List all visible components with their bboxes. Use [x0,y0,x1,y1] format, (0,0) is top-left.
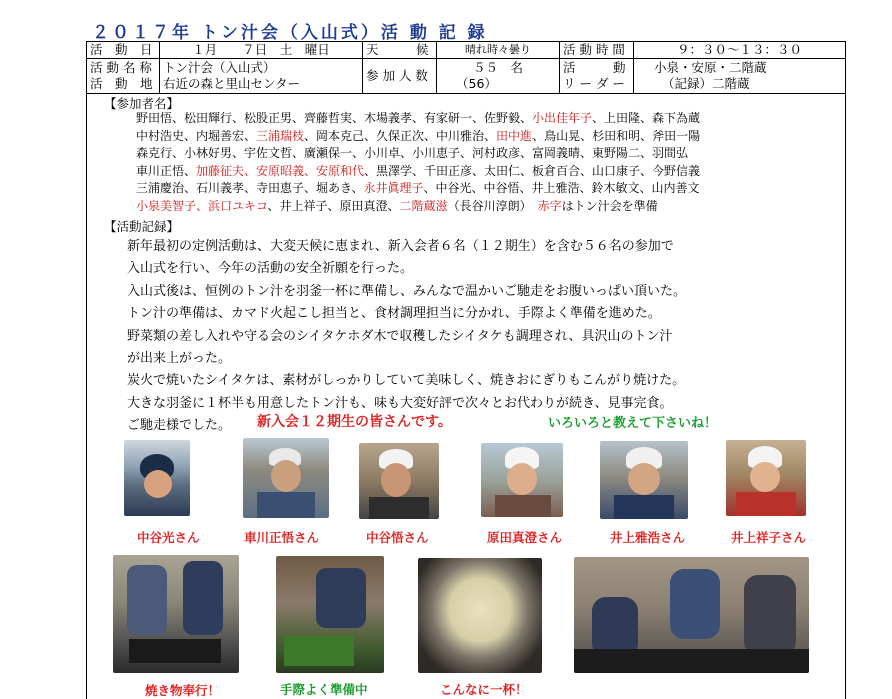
participants-label: 参 加 人 数 [363,59,437,94]
date-value: １月 ７日 土 曜日 [160,42,363,59]
photo-inoue-masahiro [600,441,688,519]
participants-list [136,110,700,216]
participants-line [136,110,700,128]
participants-line [136,180,700,198]
photo-grilling [113,555,239,673]
time-value: ９：３０〜１３：３０ [634,42,846,59]
page-title: ２０１７年 トン汁会（入山式）活 動 記 録 [92,23,488,43]
activity-name-value: トン汁会（入山式） [163,60,276,75]
activity-place-value: 右近の森と里山センター [163,76,301,91]
photo-harada-masumi [481,443,563,517]
record-heading: 【活動記録】 [104,219,180,234]
activity-record-text [127,236,686,438]
participant-name-text: 、中谷光、中谷悟、井上雅浩、鈴木敏文、山内善文 [423,181,700,196]
participant-name-text: 森克行、小林好男、宇佐文哲、廣瀬保一、小川卓、小川恵子、河村政彦、富岡義晴、東野陽二、羽間弘 [136,146,689,161]
organizer-name-text: 三浦瑞枝 [256,128,305,143]
record-line: 野菜類の差し入れや守る会のシイタケホダ木で収穫したシイタケも調理され、具沢山のトン汁 [127,328,673,344]
caption-inoue-shoko: 井上祥子さん [731,530,807,545]
participants-sub-count: （56） [456,76,497,91]
caption-pot: こんなに一杯！ [440,682,528,697]
organizer-name-text: 小出佳年子 [532,111,593,125]
record-line: ご馳走様でした。 [127,418,232,434]
participants-line [136,163,700,181]
record-line: 大きな羽釜に１杯半も用意したトン汁も、味も大変好評で次々とお代わりが続き、見事完食。 [127,395,673,411]
caption-kurumakawa-masanori: 車川正悟さん [244,530,320,545]
weather-label: 天 候 [363,42,437,59]
participant-name-text: 車川正悟、 [136,163,197,178]
photo-kurumakawa-masanori [243,438,329,518]
record-line: 入山式を行い、今年の活動の安全祈願を行った。 [127,261,414,277]
caption-grilling: 焼き物奉行！ [145,683,221,698]
leader-label-line2: リ ー ダ ー [563,76,625,91]
participant-name-text: （長谷川淳朗） [447,198,538,213]
participant-name-text: 野田悟、松田輝行、松股正男、齊藤哲実、木場義孝、有家研一、佐野毅、 [136,111,533,125]
recorder-name: （記録）二階蔵 [662,76,750,91]
record-line: 入山式後は、恒例のトン汁を羽釜一杯に準備し、みんなで温かいご馳走をお腹いっぱい頂いた。 [127,283,687,299]
leader-names: 小泉・安原・二階蔵 [654,60,767,75]
photo-tonjiru-pot [418,558,542,673]
participant-name-text: 、岡本克己、久保正次、中川雅治、 [304,128,497,143]
time-label: 活 動 時 間 [560,42,634,59]
organizer-name-text: 小泉美智子、浜口ユキコ [136,198,268,213]
weather-value: 晴れ時々曇り [437,42,560,59]
organizer-name-text: 加藤征夫、安原昭義、安原和代 [196,163,365,178]
photo-nakatani-hikaru [124,440,190,516]
participants-count: ５５ 名 [472,60,523,75]
participant-name-text: 、黒澤学、千田正彦、太田仁、板倉百合、山口康子、今野信義 [364,163,701,178]
participants-heading: 【参加者名】 [104,96,180,111]
activity-place-label: 活 動 地 [90,76,153,91]
photo-nakatani-satoru [359,443,439,519]
organizer-name-text: 赤字 [537,198,562,213]
date-label: 活 動 日 [87,42,160,59]
record-line: が出来上がった。 [127,351,232,367]
caption-harada-masumi: 原田真澄さん [487,530,563,545]
leader-label-line1: 活 動 [563,60,626,75]
record-line: 炭火で焼いたシイタケは、素材がしっかりしていて美味しく、焼きおにぎりもこんがり焼けた。 [127,373,686,389]
participants-line [136,145,700,163]
participants-line [136,198,700,216]
participants-line [136,128,700,146]
participant-name-text: 、井上祥子、原田真澄、 [267,198,400,213]
photo-eating-together [574,557,809,673]
participant-name-text: はトン汁会を準備 [561,198,658,213]
photo-inoue-shoko [726,440,806,516]
organizer-name-text: 田中進 [496,128,533,143]
activity-info-table [86,41,846,94]
new-members-banner: 新入会１２期生の皆さんです。 [257,414,452,430]
caption-preparing: 手際よく準備中 [280,682,368,697]
teach-us-banner: いろいろと教えて下さいね！ [548,416,718,431]
record-line: トン汁の準備は、カマド火起こし担当と、食材調理担当に分かれ、手際よく準備を進めた。 [127,306,661,322]
caption-nakatani-satoru: 中谷悟さん [366,530,429,545]
activity-name-label: 活 動 名 称 [90,60,152,75]
caption-nakatani-hikaru: 中谷光さん [137,530,200,545]
participant-name-text: 、上田隆、森下為蔵 [592,111,701,125]
participant-name-text: 三浦慶治、石川義孝、寺田恵子、堀あき、 [136,181,364,196]
organizer-name-text: 永井眞理子 [363,181,424,196]
organizer-name-text: 二階蔵滋 [399,198,448,213]
participant-name-text: 、鳥山晃、杉田和明、斧田一陽 [532,128,701,143]
photo-preparing [276,556,384,673]
record-line: 新年最初の定例活動は、大変天候に恵まれ、新入会者６名（１２期生）を含む５６名の参加で [127,239,674,254]
caption-inoue-masahiro: 井上雅浩さん [610,530,686,545]
participant-name-text: 中村浩史、内堀善宏、 [136,128,257,143]
